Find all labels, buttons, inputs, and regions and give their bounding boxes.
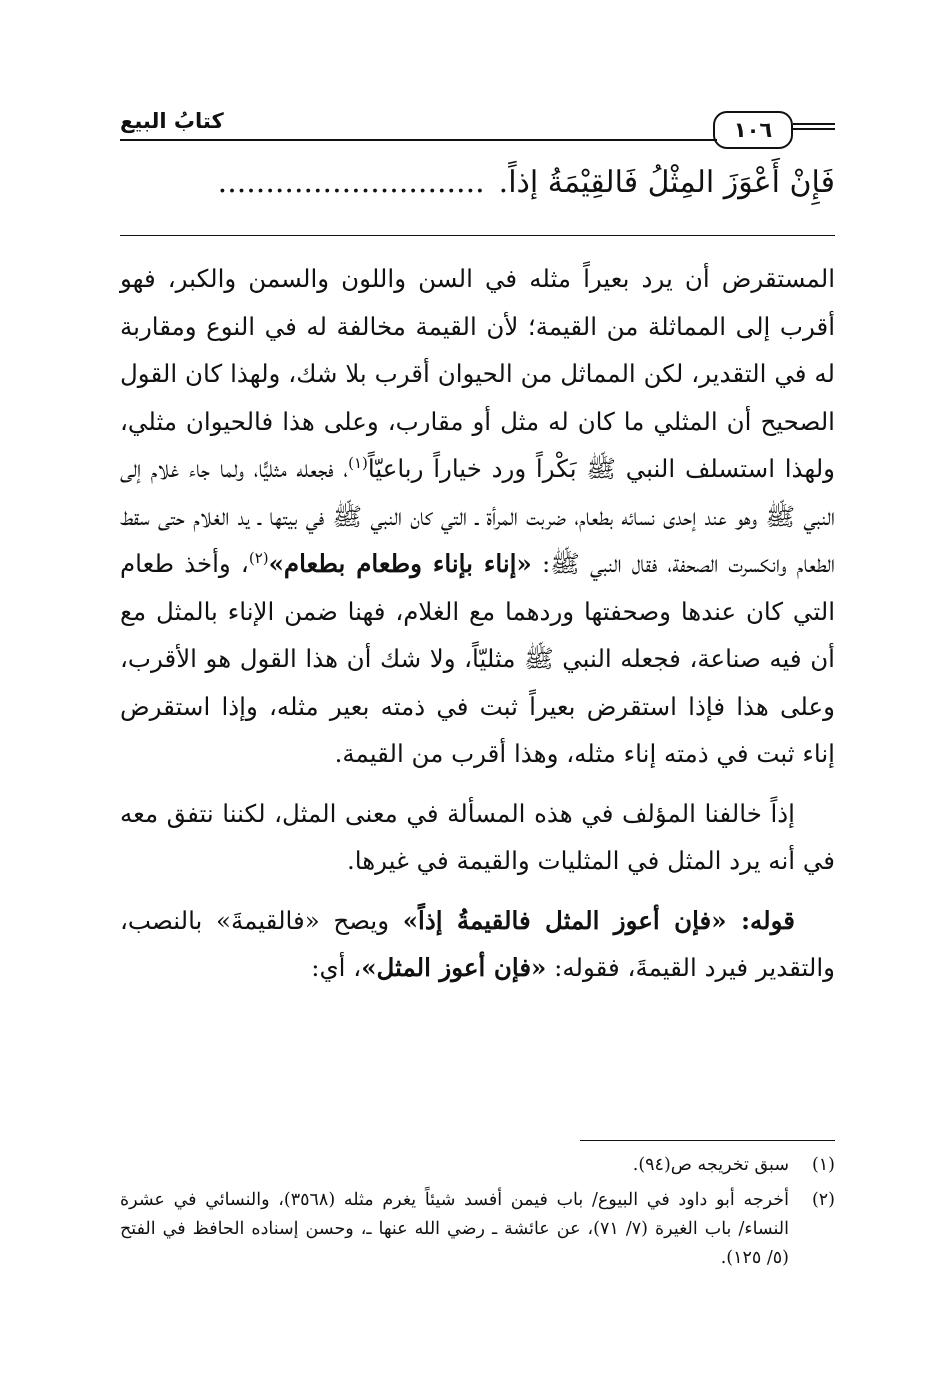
footnotes: [120, 1151, 835, 1273]
book-page: [120, 95, 835, 1365]
paragraph-3-text-a: ويصح «فالقيمةَ» بالنصب، والتقدير فيرد القيمةَ، فقوله:: [120, 905, 835, 982]
footnote-number: (٢): [811, 1190, 835, 1210]
matn-quote: «فإن أعوز المثل»: [361, 953, 547, 982]
qawluhu-quote: قوله: «فإن أعوز المثل فالقيمةُ إذاً»: [402, 905, 795, 935]
footnote-text: أخرجه أبو داود في البيوع/ باب فيمن أفسد شيئاً يغرم مثله (٣٥٦٨)، والنسائي في عشرة النساء/ باب الغيرة (٧/ ٧١)، عن عائشة ـ رضي الله عنها ـ، وحسن إسناده الحافظ في الفتح (٥/ ١٢٥).: [120, 1190, 789, 1268]
footnote-ref-2: (٢): [248, 548, 269, 567]
page-number: ١٠٦: [713, 111, 793, 149]
matn-dots: ............................: [217, 165, 485, 200]
paragraph-3-text-b: ، أي:: [311, 953, 362, 982]
running-title: كتابُ البيع: [120, 109, 224, 133]
hadith-quote: «إناء بإناء وطعام بطعام»: [268, 549, 532, 578]
footnote-1: [120, 1151, 835, 1180]
paragraph-1-text-c: ، وأخذ طعام التي كان عندها وصحفتها وردهما مع الغلام، فهنا ضمن الإناء بالمثل مع أن فيه صناعة، فجعله النبي ﷺ مثليّاً، ولا شك أن هذا القول هو الأقرب، وعلى هذا فإذا استقرض بعيراً ثبت في ذمته بعير مثله، وإذا استقرض إناء ثبت في ذمته إناء مثله، وهذا أقرب من القيمة.: [120, 549, 835, 768]
header-rule-left: [120, 139, 717, 141]
matn-line: [120, 159, 835, 207]
matn-text: فَإِنْ أَعْوَزَ المِثْلُ فَالقِيْمَةُ إذاً.: [498, 165, 835, 200]
header-rule-right: [793, 123, 835, 130]
paragraph-3: [120, 897, 835, 992]
footnote-ref-1: (١): [348, 453, 368, 472]
page-header: [120, 105, 835, 151]
paragraph-1: [120, 255, 835, 778]
commentary-text: [120, 255, 835, 992]
footnote-number: (١): [811, 1155, 835, 1175]
footnote-2: [120, 1186, 835, 1273]
matn-divider: [120, 235, 835, 236]
footnote-divider: [580, 1140, 835, 1141]
paragraph-1-text-a: المستقرض أن يرد بعيراً مثله في السن واللون والسمن والكبر، فهو أقرب إلى المماثلة من القيمة؛ لأن القيمة مخالفة له في النوع ومقاربة له في التقدير، لكن المماثل من الحيوان أقرب بلا شك، ولهذا كان القول الصحيح أن المثلي ما كان له مثل أو مقارب، وعلى هذا فالحيوان مثلي، ولهذا استسلف النبي ﷺ بَكْراً ورد خياراً رباعيّاً: [120, 264, 836, 483]
footnote-text: سبق تخريجه ص(٩٤).: [632, 1155, 789, 1175]
paragraph-1-text-b: ، فجعله مثليًّا، ولما جاء غلام إلى النبي ﷺ وهو عند إحدى نسائه بطعام، ضربت المرأة ـ التي كان النبي ﷺ في بيتها ـ يد الغلام حتى سقط الطعام وانكسرت الصحفة، فقال النبي ﷺ:: [120, 454, 835, 578]
paragraph-2: إذاً خالفنا المؤلف في هذه المسألة في معنى المثل، لكننا نتفق معه في أنه يرد المثل في المثليات والقيمة في غيرها.: [120, 798, 835, 875]
